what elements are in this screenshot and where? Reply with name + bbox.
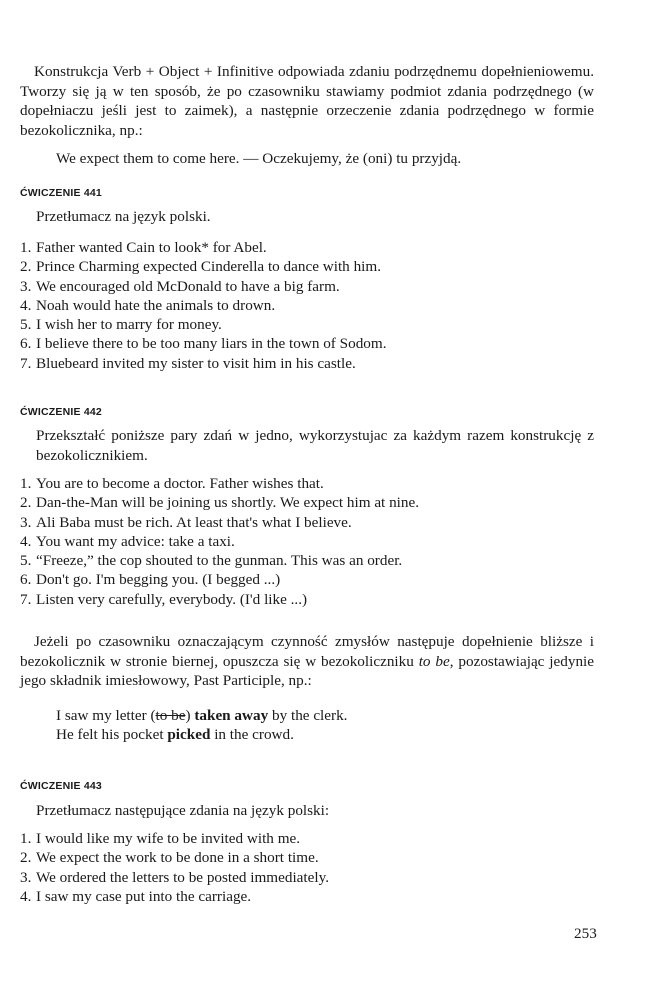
exercise-442-list: [20, 474, 600, 609]
list-item: 6. Don't go. I'm begging you. (I begged ...): [20, 571, 281, 589]
list-item: 5. I wish her to marry for money.: [20, 316, 222, 334]
passive-example-2: He felt his pocket picked in the crowd.: [56, 726, 294, 743]
passive-text: Jeżeli po czasowniku oznaczającym czynność zmysłów następuje dopełnienie bliższe i bezokolicznik w stronie biernej, opuszcza się w bezokoliczniku: [20, 633, 594, 670]
intro-text: Konstrukcja Verb + Object + Infinitive odpowiada zdaniu podrzędnemu dopełnieniowemu. Tworzy się ją w ten sposób, że po czasowniku stawiamy podmiot zdania podrzędnego (w dopełniaczu jeśli jest to zaimek), a następnie orzeczenie zdania podrzędnego w formie bezokolicznika, np.:: [20, 63, 594, 139]
list-item: 7. Bluebeard invited my sister to visit him in his castle.: [20, 354, 356, 372]
list-item: 4. Noah would hate the animals to drown.: [20, 296, 276, 314]
list-item: 4. I saw my case put into the carriage.: [20, 887, 252, 905]
list-item: 3. We encouraged old McDonald to have a big farm.: [20, 277, 340, 295]
list-item: 7. Listen very carefully, everybody. (I'd like ...): [20, 590, 308, 608]
list-item: 1. You are to become a doctor. Father wishes that.: [20, 475, 324, 492]
intro-example: We expect them to come here. — Oczekujemy, że (oni) tu przyjdą.: [56, 150, 462, 167]
strikethrough-text: to be: [155, 707, 186, 724]
intro-paragraph: [20, 62, 594, 140]
list-item: 2. Dan-the-Man will be joining us shortly. We expect him at nine.: [20, 494, 420, 512]
list-item: 3. Ali Baba must be rich. At least that's what I believe.: [20, 513, 352, 531]
exercise-442-heading: ĆWICZENIE 442: [20, 406, 102, 418]
passive-text-italic: to be: [418, 652, 450, 670]
exercise-443-instruction: Przetłumacz następujące zdania na język polski:: [36, 802, 330, 819]
passive-example-1: I saw my letter (to be) taken away by the clerk.: [56, 707, 348, 724]
exercise-441-heading: ĆWICZENIE 441: [20, 187, 102, 199]
passive-paragraph: [20, 632, 594, 691]
list-item: 1. Father wanted Cain to look* for Abel.: [20, 239, 267, 256]
list-item: 1. I would like my wife to be invited with me.: [20, 830, 301, 847]
list-item: 5. “Freeze,” the cop shouted to the gunman. This was an order.: [20, 552, 403, 570]
list-item: 6. I believe there to be too many liars in the town of Sodom.: [20, 335, 387, 353]
list-item: 2. We expect the work to be done in a short time.: [20, 849, 319, 867]
exercise-443-heading: ĆWICZENIE 443: [20, 780, 102, 792]
list-item: 2. Prince Charming expected Cinderella to dance with him.: [20, 258, 381, 276]
list-item: 3. We ordered the letters to be posted immediately.: [20, 868, 330, 886]
exercise-443-list: [20, 829, 600, 906]
list-item: 4. You want my advice: take a taxi.: [20, 532, 235, 550]
exercise-442-instruction: Przekształć poniższe pary zdań w jedno, wykorzystujac za każdym razem konstrukcję z bezokolicznikiem.: [36, 427, 594, 464]
page-number: 253: [574, 925, 597, 942]
passive-text-end: , pozostawiając jedynie jego składnik imiesłowowy, Past Participle, np.:: [20, 652, 594, 689]
exercise-441-instruction: Przetłumacz na język polski.: [36, 208, 211, 225]
exercise-441-list: [20, 238, 600, 373]
